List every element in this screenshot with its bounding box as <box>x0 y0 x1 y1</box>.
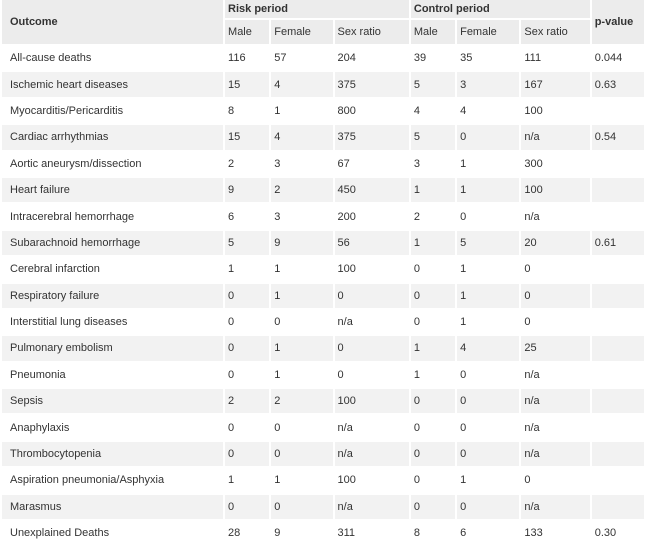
table-row <box>2 389 644 413</box>
control-sex-ratio-cell: n/a <box>521 495 589 519</box>
risk-male-cell: 5 <box>225 231 269 255</box>
control-male-cell: 0 <box>411 415 455 439</box>
risk-female-cell: 0 <box>271 495 332 519</box>
table-row <box>2 72 644 96</box>
control-female-cell: 1 <box>457 310 519 334</box>
control-female-cell: 0 <box>457 204 519 228</box>
p-value-cell <box>592 204 644 228</box>
table-row <box>2 99 644 123</box>
table-row <box>2 468 644 492</box>
risk-female-cell: 57 <box>271 46 332 70</box>
control-male-cell: 4 <box>411 99 455 123</box>
risk-male-cell: 1 <box>225 468 269 492</box>
risk-male-cell: 6 <box>225 204 269 228</box>
table-body <box>2 46 644 545</box>
table-row <box>2 178 644 202</box>
control-male-cell: 0 <box>411 257 455 281</box>
p-value-cell: 0.63 <box>592 72 644 96</box>
control-male-cell: 39 <box>411 46 455 70</box>
p-value-cell <box>592 468 644 492</box>
outcome-header: Outcome <box>2 0 223 44</box>
table-row <box>2 204 644 228</box>
outcome-cell: Myocarditis/Pericarditis <box>2 99 223 123</box>
risk-female-cell: 1 <box>271 336 332 360</box>
control-female-cell: 0 <box>457 389 519 413</box>
outcome-cell: All-cause deaths <box>2 46 223 70</box>
risk-female-cell: 1 <box>271 468 332 492</box>
risk-female-cell: 9 <box>271 521 332 545</box>
risk-female-cell: 4 <box>271 72 332 96</box>
risk-sex-ratio-cell: n/a <box>335 442 409 466</box>
risk-sex-ratio-cell: 375 <box>335 125 409 149</box>
risk-male-cell: 9 <box>225 178 269 202</box>
risk-male-cell: 2 <box>225 389 269 413</box>
p-value-cell <box>592 442 644 466</box>
control-female-cell: 4 <box>457 336 519 360</box>
control-sex-ratio-cell: 0 <box>521 257 589 281</box>
table-row <box>2 125 644 149</box>
p-value-cell <box>592 99 644 123</box>
risk-period-header: Risk period <box>225 0 409 18</box>
control-sex-ratio-cell: 20 <box>521 231 589 255</box>
p-value-cell: 0.30 <box>592 521 644 545</box>
risk-female-cell: 4 <box>271 125 332 149</box>
control-female-cell: 1 <box>457 152 519 176</box>
risk-female-cell: 2 <box>271 389 332 413</box>
control-female-cell: 0 <box>457 495 519 519</box>
table-row <box>2 415 644 439</box>
risk-sex-ratio-cell: n/a <box>335 495 409 519</box>
risk-male-cell: 0 <box>225 415 269 439</box>
control-male-cell: 0 <box>411 468 455 492</box>
control-sex-ratio-cell: 0 <box>521 284 589 308</box>
control-male-cell: 0 <box>411 442 455 466</box>
outcome-cell: Sepsis <box>2 389 223 413</box>
control-male-header: Male <box>411 20 455 44</box>
outcome-cell: Subarachnoid hemorrhage <box>2 231 223 255</box>
outcome-cell: Intracerebral hemorrhage <box>2 204 223 228</box>
risk-sex-ratio-cell: 0 <box>335 284 409 308</box>
control-sex-ratio-cell: 167 <box>521 72 589 96</box>
control-female-cell: 1 <box>457 178 519 202</box>
control-sex-ratio-cell: 100 <box>521 99 589 123</box>
outcome-cell: Interstitial lung diseases <box>2 310 223 334</box>
risk-female-cell: 3 <box>271 152 332 176</box>
control-female-cell: 0 <box>457 415 519 439</box>
control-male-cell: 1 <box>411 231 455 255</box>
control-sex-ratio-cell: n/a <box>521 389 589 413</box>
risk-sex-ratio-cell: 100 <box>335 389 409 413</box>
control-male-cell: 3 <box>411 152 455 176</box>
risk-sex-ratio-cell: 67 <box>335 152 409 176</box>
outcome-cell: Pulmonary embolism <box>2 336 223 360</box>
risk-male-cell: 0 <box>225 310 269 334</box>
risk-sex-ratio-cell: 204 <box>335 46 409 70</box>
control-male-cell: 5 <box>411 72 455 96</box>
risk-male-cell: 0 <box>225 363 269 387</box>
risk-male-header: Male <box>225 20 269 44</box>
risk-male-cell: 2 <box>225 152 269 176</box>
table-row <box>2 152 644 176</box>
control-female-cell: 1 <box>457 284 519 308</box>
control-female-cell: 0 <box>457 442 519 466</box>
control-sex-ratio-cell: 25 <box>521 336 589 360</box>
outcome-cell: Anaphylaxis <box>2 415 223 439</box>
table-row <box>2 495 644 519</box>
risk-sex-ratio-cell: 0 <box>335 336 409 360</box>
risk-sex-ratio-cell: 200 <box>335 204 409 228</box>
table-row <box>2 46 644 70</box>
control-male-cell: 0 <box>411 310 455 334</box>
control-female-cell: 0 <box>457 363 519 387</box>
risk-female-cell: 3 <box>271 204 332 228</box>
control-male-cell: 1 <box>411 178 455 202</box>
p-value-cell <box>592 495 644 519</box>
control-female-cell: 3 <box>457 72 519 96</box>
table-row <box>2 284 644 308</box>
p-value-cell <box>592 415 644 439</box>
risk-female-cell: 1 <box>271 284 332 308</box>
control-period-header: Control period <box>411 0 590 18</box>
control-female-header: Female <box>457 20 519 44</box>
control-sex-ratio-cell: 133 <box>521 521 589 545</box>
risk-sex-ratio-cell: 375 <box>335 72 409 96</box>
outcome-cell: Aspiration pneumonia/Asphyxia <box>2 468 223 492</box>
risk-sex-ratio-cell: 56 <box>335 231 409 255</box>
control-female-cell: 1 <box>457 257 519 281</box>
risk-male-cell: 0 <box>225 336 269 360</box>
table-row <box>2 231 644 255</box>
p-value-cell <box>592 310 644 334</box>
risk-female-cell: 1 <box>271 99 332 123</box>
risk-male-cell: 15 <box>225 72 269 96</box>
control-male-cell: 2 <box>411 204 455 228</box>
risk-male-cell: 1 <box>225 257 269 281</box>
control-sex-ratio-cell: n/a <box>521 204 589 228</box>
risk-male-cell: 8 <box>225 99 269 123</box>
control-sex-ratio-cell: 111 <box>521 46 589 70</box>
control-female-cell: 1 <box>457 468 519 492</box>
p-value-header: p-value <box>592 0 644 44</box>
control-female-cell: 35 <box>457 46 519 70</box>
outcome-cell: Unexplained Deaths <box>2 521 223 545</box>
risk-male-cell: 0 <box>225 495 269 519</box>
risk-sex-ratio-cell: 100 <box>335 257 409 281</box>
p-value-cell <box>592 336 644 360</box>
control-sex-ratio-cell: 100 <box>521 178 589 202</box>
control-male-cell: 1 <box>411 336 455 360</box>
control-sex-ratio-cell: n/a <box>521 415 589 439</box>
p-value-cell <box>592 284 644 308</box>
control-male-cell: 5 <box>411 125 455 149</box>
control-male-cell: 0 <box>411 284 455 308</box>
p-value-cell: 0.044 <box>592 46 644 70</box>
risk-sex-ratio-cell: 100 <box>335 468 409 492</box>
outcome-cell: Cerebral infarction <box>2 257 223 281</box>
risk-male-cell: 0 <box>225 442 269 466</box>
outcome-cell: Aortic aneurysm/dissection <box>2 152 223 176</box>
risk-female-cell: 1 <box>271 363 332 387</box>
control-female-cell: 6 <box>457 521 519 545</box>
p-value-cell <box>592 178 644 202</box>
risk-female-cell: 9 <box>271 231 332 255</box>
risk-female-header: Female <box>271 20 332 44</box>
table-row <box>2 363 644 387</box>
risk-sex-ratio-cell: 450 <box>335 178 409 202</box>
control-sex-ratio-cell: n/a <box>521 125 589 149</box>
table-row <box>2 442 644 466</box>
outcome-cell: Heart failure <box>2 178 223 202</box>
control-male-cell: 0 <box>411 389 455 413</box>
risk-female-cell: 0 <box>271 310 332 334</box>
control-male-cell: 0 <box>411 495 455 519</box>
outcome-cell: Respiratory failure <box>2 284 223 308</box>
outcome-cell: Cardiac arrhythmias <box>2 125 223 149</box>
risk-sex-ratio-cell: 311 <box>335 521 409 545</box>
risk-female-cell: 2 <box>271 178 332 202</box>
risk-sex-ratio-cell: n/a <box>335 310 409 334</box>
table-row <box>2 521 644 545</box>
p-value-cell <box>592 389 644 413</box>
control-sex-ratio-cell: 300 <box>521 152 589 176</box>
control-female-cell: 0 <box>457 125 519 149</box>
control-female-cell: 4 <box>457 99 519 123</box>
outcome-cell: Thrombocytopenia <box>2 442 223 466</box>
outcome-cell: Ischemic heart diseases <box>2 72 223 96</box>
control-male-cell: 8 <box>411 521 455 545</box>
table-row <box>2 336 644 360</box>
risk-female-cell: 0 <box>271 415 332 439</box>
risk-male-cell: 15 <box>225 125 269 149</box>
table-row <box>2 257 644 281</box>
control-sex-ratio-cell: 0 <box>521 468 589 492</box>
control-sex-ratio-header: Sex ratio <box>521 20 589 44</box>
p-value-cell <box>592 152 644 176</box>
outcome-cell: Marasmus <box>2 495 223 519</box>
p-value-cell <box>592 257 644 281</box>
control-male-cell: 1 <box>411 363 455 387</box>
control-sex-ratio-cell: n/a <box>521 363 589 387</box>
table-row <box>2 310 644 334</box>
control-sex-ratio-cell: n/a <box>521 442 589 466</box>
p-value-cell: 0.61 <box>592 231 644 255</box>
risk-female-cell: 1 <box>271 257 332 281</box>
risk-female-cell: 0 <box>271 442 332 466</box>
table-header <box>2 0 644 44</box>
risk-sex-ratio-header: Sex ratio <box>335 20 409 44</box>
risk-sex-ratio-cell: 0 <box>335 363 409 387</box>
control-sex-ratio-cell: 0 <box>521 310 589 334</box>
risk-sex-ratio-cell: n/a <box>335 415 409 439</box>
control-female-cell: 5 <box>457 231 519 255</box>
outcome-cell: Pneumonia <box>2 363 223 387</box>
risk-male-cell: 28 <box>225 521 269 545</box>
risk-sex-ratio-cell: 800 <box>335 99 409 123</box>
p-value-cell: 0.54 <box>592 125 644 149</box>
risk-male-cell: 116 <box>225 46 269 70</box>
risk-male-cell: 0 <box>225 284 269 308</box>
p-value-cell <box>592 363 644 387</box>
